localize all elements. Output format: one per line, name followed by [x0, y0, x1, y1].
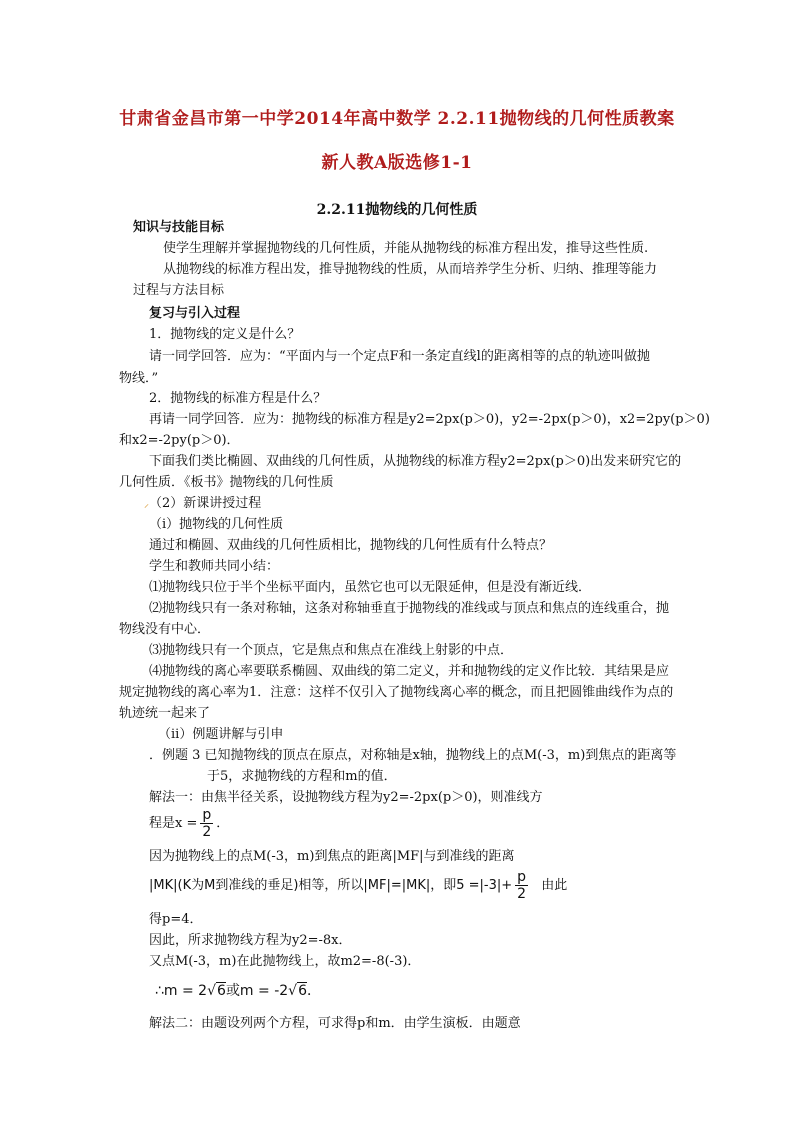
knowledge-text: 使学生理解并掌握抛物线的几何性质，并能从抛物线的标准方程出发，推导这些性质.: [163, 241, 649, 256]
intro-line1: 下面我们类比椭圆、双曲线的几何性质，从抛物线的标准方程y2=2px(p＞0)出发来研究它的: [149, 454, 682, 469]
solution-1-line5: 得p=4．: [149, 912, 203, 927]
m-result-prefix: ∴m = 2: [155, 983, 208, 999]
property-2-line1: ⑵抛物线只有一条对称轴，这条对称轴垂直于抛物线的准线或与顶点和焦点的连线重合，抛: [149, 601, 670, 616]
solution-1-line1: 解法一：由焦半径关系，设抛物线方程为y2=-2px(p＞0)，则准线方: [149, 790, 543, 805]
sqrt-sign: √: [207, 983, 217, 999]
solution-1-line3: 因为抛物线上的点M(-3，m)到焦点的距离|MF|与到准线的距离: [149, 849, 515, 864]
answer-2-line1: 再请一同学回答．应为：抛物线的标准方程是y2=2px(p＞0)，y2=-2px(p＞0)，x2=2py(p＞0): [149, 412, 710, 427]
fraction-p-over-2-b: [515, 869, 528, 902]
intro-line2: 几何性质．《板书》抛物线的几何性质: [119, 475, 334, 490]
answer-1-line2: 物线．”: [119, 371, 159, 386]
property-2-line2: 物线没有中心．: [119, 622, 211, 637]
section-title: 2.2.11抛物线的几何性质: [316, 202, 478, 218]
property-4-line2: 规定抛物线的离心率为1．注意：这样不仅引入了抛物线离心率的概念，而且把圆锥曲线作为点的: [119, 685, 674, 700]
property-4-line1: ⑷抛物线的离心率要联系椭圆、双曲线的第二定义，并和抛物线的定义作比较．其结果是应: [149, 664, 670, 679]
fraction-denominator: 2: [202, 824, 212, 840]
property-4-line3: 轨迹统一起来了: [119, 706, 211, 721]
fraction-numerator: p: [202, 807, 212, 823]
m-result-or: 或m = -2: [225, 983, 289, 999]
m-result: [155, 983, 321, 999]
sqrt-sign: √: [288, 983, 298, 999]
question-1: 1．抛物线的定义是什么？: [149, 327, 301, 342]
sqrt-6-b: 6: [298, 983, 308, 999]
directrix-suffix: ．: [216, 816, 230, 831]
answer-1-line1: 请一同学回答．应为：“平面内与一个定点F和一条定直线l的距离相等的点的轨迹叫做抛: [149, 349, 650, 364]
fraction-p-over-2: [200, 807, 213, 840]
knowledge-heading: 知识与技能目标: [133, 220, 225, 235]
sqrt-6-a: 6: [217, 983, 226, 999]
subsection-1: （i）抛物线的几何性质: [149, 517, 284, 532]
fraction-numerator: p: [517, 869, 527, 885]
solution-2: 解法二：由题设列两个方程，可求得p和m．由学生演板．由题意: [149, 1016, 521, 1031]
distance-equation-text: |MK|(K为M到准线的垂足)相等，所以|MF|=|MK|，即5 =|-3|+: [149, 878, 513, 893]
process-text: 从抛物线的标准方程出发，推导抛物线的性质，从而培养学生分析、归纳、推理等能力: [163, 262, 658, 277]
distance-equation-tail: 由此: [541, 878, 568, 893]
solution-1-line6: 因此，所求抛物线方程为y2=-8x．: [149, 933, 352, 948]
process-heading: 过程与方法目标: [133, 283, 225, 298]
new-lesson-heading: [144, 496, 261, 513]
example-3-line1: ．例题 3 已知抛物线的顶点在原点，对称轴是x轴，抛物线上的点M(-3，m)到焦点的距离等: [149, 748, 677, 763]
directrix-equation: [149, 806, 229, 842]
new-lesson-heading-text: （2）新课讲授过程: [149, 496, 262, 511]
review-heading: 复习与引入过程: [149, 306, 241, 321]
comparison-question: 通过和椭圆、双曲线的几何性质相比，抛物线的几何性质有什么特点？: [149, 538, 553, 553]
example-3-line2: 于5，求抛物线的方程和m的值．: [207, 769, 397, 784]
subsection-2: （ii）例题讲解与引申: [158, 727, 284, 742]
property-3: ⑶抛物线只有一个顶点，它是焦点和焦点在准线上射影的中点．: [149, 643, 514, 658]
property-1: ⑴抛物线只位于半个坐标平面内，虽然它也可以无限延伸，但是没有渐近线．: [149, 580, 592, 595]
directrix-prefix: 程是x =: [149, 816, 198, 831]
marker-icon: ⸝: [144, 499, 149, 510]
solution-1-line7: 又点M(-3，m)在此抛物线上，故m2=-8(-3)．: [149, 954, 421, 969]
distance-equation: [149, 868, 567, 904]
question-2: 2．抛物线的标准方程是什么？: [149, 391, 327, 406]
answer-2-line2: 和x2=-2py(p＞0)．: [119, 433, 240, 448]
fraction-denominator: 2: [517, 886, 527, 902]
document-title-line2: 新人教A版选修1-1: [321, 153, 473, 173]
document-title-line1: 甘肃省金昌市第一中学2014年高中数学 2.2.11抛物线的几何性质教案: [119, 109, 675, 129]
summary-lead: 学生和教师共同小结：: [149, 559, 280, 574]
m-result-end: ．: [307, 983, 322, 999]
